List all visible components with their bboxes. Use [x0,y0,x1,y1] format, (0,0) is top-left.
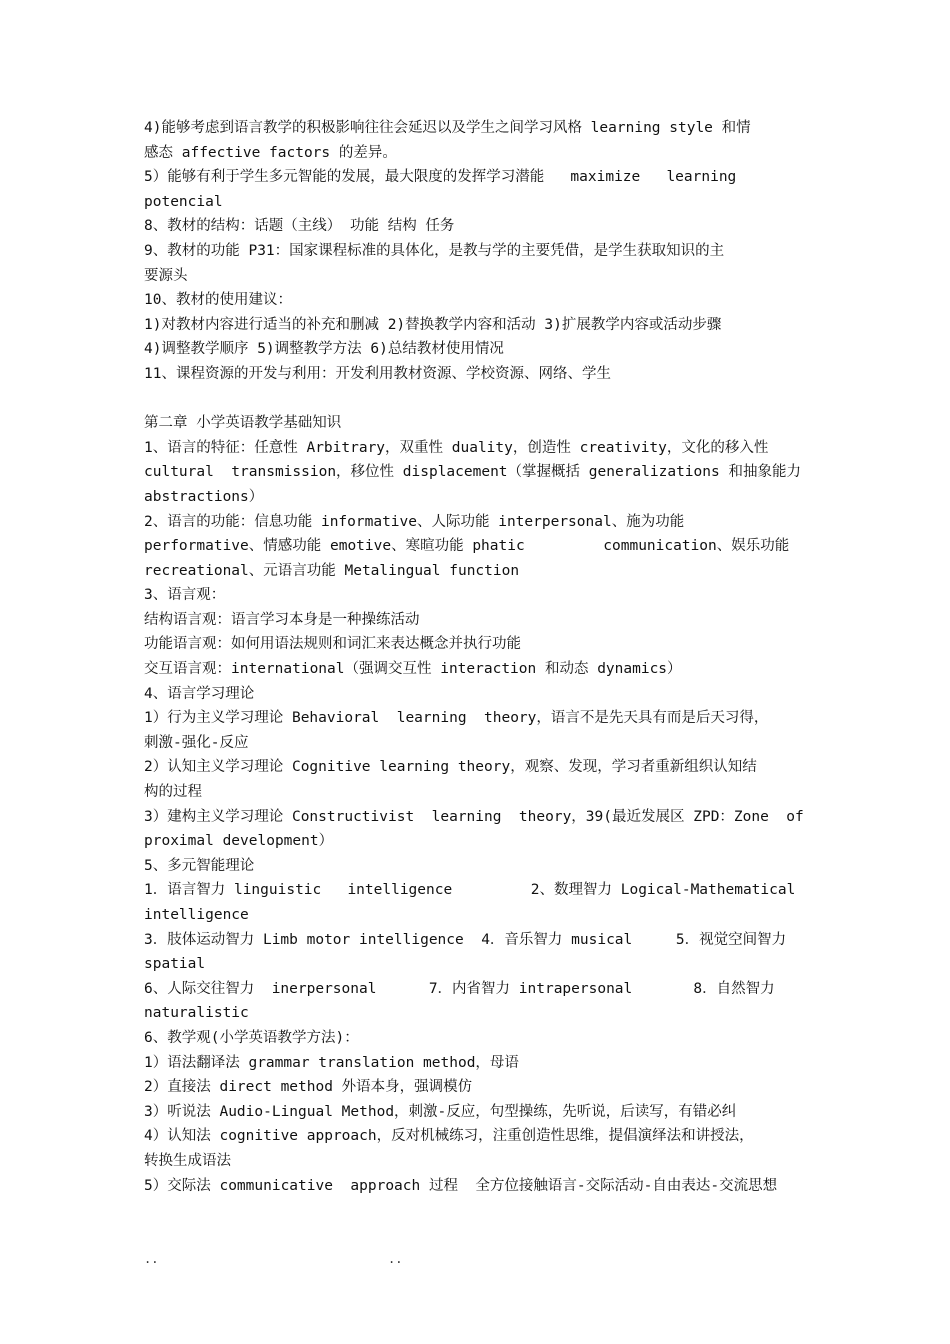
text-line-31: 5、多元智能理论 [144,857,255,874]
text-line-9: 1)对教材内容进行适当的补充和删减 2)替换教学内容和活动 3)扩展教学内容或活动步骤 [144,316,722,333]
text-line-40: 2）直接法 direct method 外语本身，强调模仿 [144,1079,473,1096]
blank-line [144,387,808,412]
chapter-heading: 第二章 小学英语教学基础知识 [144,415,342,432]
text-line-41: 3）听说法 Audio-Lingual Method，刺激-反应，句型操练，先听说，后读写，有错必纠 [144,1103,737,1120]
text-line-25: 1）行为主义学习理论 Behavioral learning theory，语言不是先天具有而是后天习得， [144,710,769,727]
text-line-19: recreational、元语言功能 Metalingual function [144,562,520,579]
text-line-39: 1）语法翻译法 grammar translation method，母语 [144,1054,519,1071]
text-line-17: 2、语言的功能：信息功能 informative、人际功能 interpersonal、施为功能 [144,513,685,530]
text-line-15: cultural transmission，移位性 displacement（掌握概括 generalizations 和抽象能力 [144,464,801,481]
text-line-20: 3、语言观： [144,587,226,604]
footer-left-marker: .. [144,1252,159,1266]
text-line-18: performative、情感功能 emotive、寒暄功能 phatic communication、娱乐功能 [144,538,790,555]
document-body [144,116,808,1198]
text-line-10: 4)调整教学顺序 5)调整教学方法 6)总结教材使用情况 [144,341,504,358]
text-line-14: 1、语言的特征：任意性 Arbitrary，双重性 duality，创造性 creativity，文化的移入性 [144,439,769,456]
text-line-6: 9、教材的功能 P31：国家课程标准的具体化，是教与学的主要凭借，是学生获取知识的主 [144,242,725,259]
text-line-37: naturalistic [144,1005,249,1022]
text-line-8: 10、教材的使用建议： [144,292,292,309]
text-line-38: 6、教学观(小学英语教学方法)： [144,1029,359,1046]
text-line-44: 5）交际法 communicative approach 过程 全方位接触语言-交际活动-自由表达-交流思想 [144,1177,778,1194]
text-line-27: 2）认知主义学习理论 Cognitive learning theory，观察、发现，学习者重新组织认知结 [144,759,757,776]
text-line-5: 8、教材的结构：话题（主线） 功能 结构 任务 [144,218,455,235]
text-line-3: 5）能够有利于学生多元智能的发展，最大限度的发挥学习潜能 maximize learning [144,169,737,186]
text-line-26: 刺激-强化-反应 [144,734,249,751]
text-line-16: abstractions） [144,488,264,505]
text-line-28: 构的过程 [144,784,202,801]
text-line-35: spatial [144,956,206,973]
text-line-4: potencial [144,193,223,210]
text-line-11: 11、课程资源的开发与利用：开发利用教材资源、学校资源、网络、学生 [144,365,611,382]
text-line-22: 功能语言观：如何用语法规则和词汇来表达概念并执行功能 [144,636,521,653]
text-line-23: 交互语言观：international（强调交互性 interaction 和动态 dynamics） [144,661,682,678]
text-line-36: 6、人际交往智力 inerpersonal 7．内省智力 intrapersonal 8．自然智力 [144,980,775,997]
text-line-21: 结构语言观：语言学习本身是一种操练活动 [144,611,420,628]
footer-right-marker: .. [388,1252,403,1266]
text-line-29: 3）建构主义学习理论 Constructivist learning theory，39(最近发展区 ZPD：Zone of [144,808,804,825]
text-line-34: 3．肢体运动智力 Limb motor intelligence 4．音乐智力 musical 5．视觉空间智力 [144,931,787,948]
text-line-1: 4)能够考虑到语言教学的积极影响往往会延迟以及学生之间学习风格 learning style 和情 [144,120,751,136]
text-line-2: 感态 affective factors 的差异。 [144,144,397,161]
text-line-43: 转换生成语法 [144,1152,231,1169]
text-line-7: 要源头 [144,267,188,284]
text-line-33: intelligence [144,907,249,923]
text-line-32: 1．语言智力 linguistic intelligence 2、数理智力 Logical-Mathematical [144,882,796,899]
text-line-30: proximal development） [144,833,334,850]
text-line-42: 4）认知法 cognitive approach，反对机械练习，注重创造性思维，提倡演绎法和讲授法， [144,1128,754,1145]
text-line-24: 4、语言学习理论 [144,685,255,702]
